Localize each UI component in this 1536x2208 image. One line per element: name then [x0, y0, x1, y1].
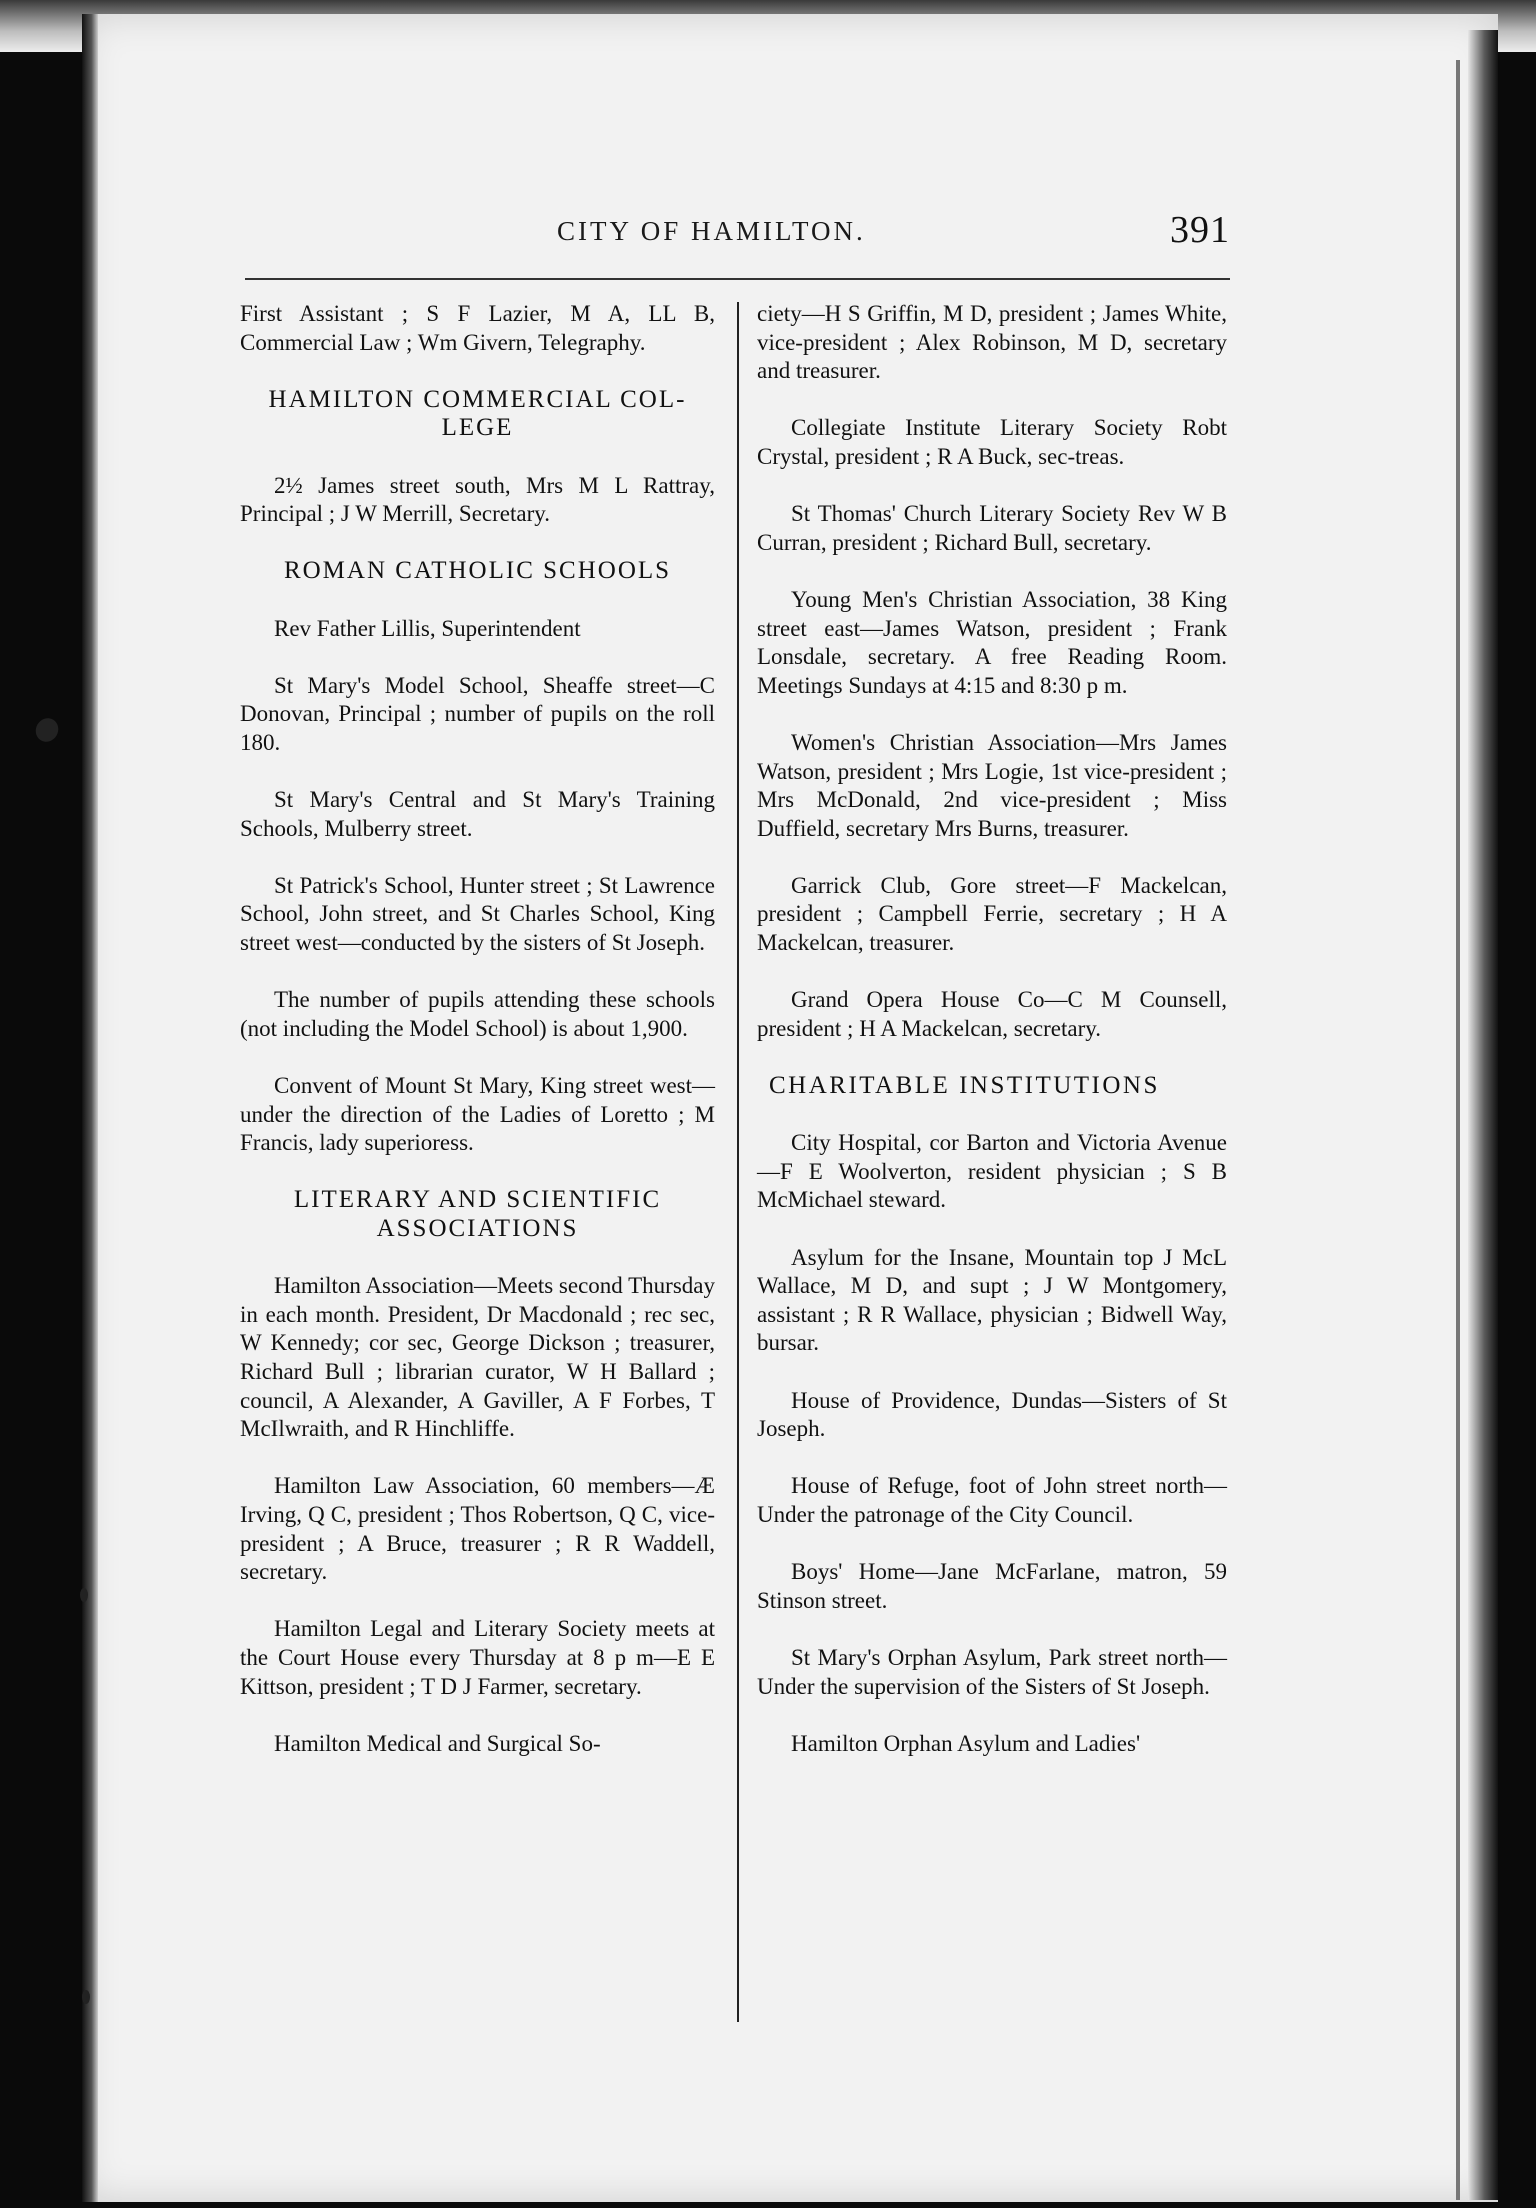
- column-divider: [737, 302, 739, 2022]
- heading-line: HAMILTON COMMERCIAL COL-: [268, 385, 687, 413]
- section-heading: [240, 1186, 715, 1243]
- scan-speck: [31, 714, 62, 746]
- page-right-edge: [1468, 30, 1498, 2200]
- right-column: [757, 300, 1227, 1758]
- paragraph: Boys' Home—Jane McFarlane, matron, 59 Stinson street.: [757, 1559, 1227, 1613]
- paragraph: Hamilton Association—Meets second Thursday in each month. President, Dr Macdonald ; rec sec, W Kennedy; cor sec, George Dickson ; treasurer, Richard Bull ; librarian curator, W H Ballard ; council, A Alexander, A Gaviller, A F Forbes, T McIlwraith, and R Hinchliffe.: [240, 1273, 715, 1442]
- section-heading: CHARITABLE INSTITUTIONS: [769, 1072, 1160, 1100]
- paragraph: First Assistant ; S F Lazier, M A, LL B, Commercial Law ; Wm Givern, Telegraphy.: [240, 301, 715, 355]
- paragraph: Garrick Club, Gore street—F Mackelcan, president ; Campbell Ferrie, secretary ; H A Mackelcan, treasurer.: [757, 872, 1227, 956]
- heading-line: LITERARY AND SCIENTIFIC: [293, 1186, 662, 1214]
- running-title: CITY OF HAMILTON.: [557, 216, 866, 246]
- paragraph: Asylum for the Insane, Mountain top J McL Wallace, M D, and supt ; J W Montgomery, assistant ; R R Wallace, physician ; Bidwell Way, bursar.: [757, 1244, 1227, 1356]
- page-edge-line: [1456, 60, 1460, 2200]
- heading-line: ASSOCIATIONS: [376, 1215, 579, 1242]
- paragraph: 2½ James street south, Mrs M L Rattray, Principal ; J W Merrill, Secretary.: [240, 472, 715, 527]
- page-header: [245, 209, 1230, 252]
- scan-speck: [82, 1990, 90, 2004]
- paragraph: The number of pupils attending these schools (not including the Model School) is about 1,900.: [240, 987, 715, 1041]
- paragraph: Rev Father Lillis, Superintendent: [274, 615, 581, 641]
- paragraph: Hamilton Medical and Surgical So-: [274, 1730, 601, 1756]
- paragraph: St Mary's Orphan Asylum, Park street north—Under the supervision of the Sisters of St Joseph.: [757, 1644, 1227, 1699]
- paragraph: ciety—H S Griffin, M D, president ; James White, vice-president ; Alex Robinson, M D, secretary and treasurer.: [757, 301, 1227, 384]
- paragraph: City Hospital, cor Barton and Victoria Avenue—F E Woolverton, resident physician ; S B McMichael steward.: [757, 1130, 1227, 1213]
- paragraph: Hamilton Orphan Asylum and Ladies': [791, 1730, 1141, 1756]
- paragraph: Hamilton Legal and Literary Society meets at the Court House every Thursday at 8 p m—E E Kittson, president ; T D J Farmer, secretary.: [240, 1616, 715, 1699]
- paragraph: St Patrick's School, Hunter street ; St Lawrence School, John street, and St Charles School, King street west—conducted by the sisters of St Joseph.: [240, 872, 715, 956]
- paragraph: Collegiate Institute Literary Society Robt Crystal, president ; R A Buck, sec-treas.: [757, 415, 1227, 469]
- paragraph: House of Providence, Dundas—Sisters of St Joseph.: [757, 1387, 1227, 1442]
- paragraph: St Mary's Central and St Mary's Training Schools, Mulberry street.: [240, 787, 715, 841]
- section-heading: [240, 386, 715, 443]
- section-heading: ROMAN CATHOLIC SCHOOLS: [283, 557, 672, 585]
- paragraph: Convent of Mount St Mary, King street west—under the direction of the Ladies of Loretto ; M Francis, lady superioress.: [240, 1073, 715, 1156]
- heading-line: LEGE: [441, 414, 514, 442]
- paragraph: Grand Opera House Co—C M Counsell, president ; H A Mackelcan, secretary.: [757, 987, 1227, 1041]
- scan-speck: [80, 1588, 88, 1602]
- left-column: [240, 300, 715, 1758]
- paragraph: Women's Christian Association—Mrs James Watson, president ; Mrs Logie, 1st vice-president ; Mrs McDonald, 2nd vice-president ; Miss Duffield, secretary Mrs Burns, treasurer.: [757, 729, 1227, 841]
- paragraph: St Mary's Model School, Sheaffe street—C Donovan, Principal ; number of pupils on the roll 180.: [240, 672, 715, 755]
- header-rule: [245, 278, 1230, 280]
- paragraph: Young Men's Christian Association, 38 King street east—James Watson, president ; Frank Lonsdale, secretary. A free Reading Room. Meetings Sundays at 4:15 and 8:30 p m.: [757, 586, 1227, 698]
- paragraph: St Thomas' Church Literary Society Rev W B Curran, president ; Richard Bull, secretary.: [757, 501, 1227, 555]
- paragraph: Hamilton Law Association, 60 members—Æ Irving, Q C, president ; Thos Robertson, Q C, vice-president ; A Bruce, treasurer ; R R Waddell, secretary.: [240, 1473, 715, 1585]
- page-number: 391: [1170, 209, 1230, 251]
- paragraph: House of Refuge, foot of John street north—Under the patronage of the City Council.: [757, 1473, 1227, 1527]
- page-spine-shadow: [82, 14, 98, 2202]
